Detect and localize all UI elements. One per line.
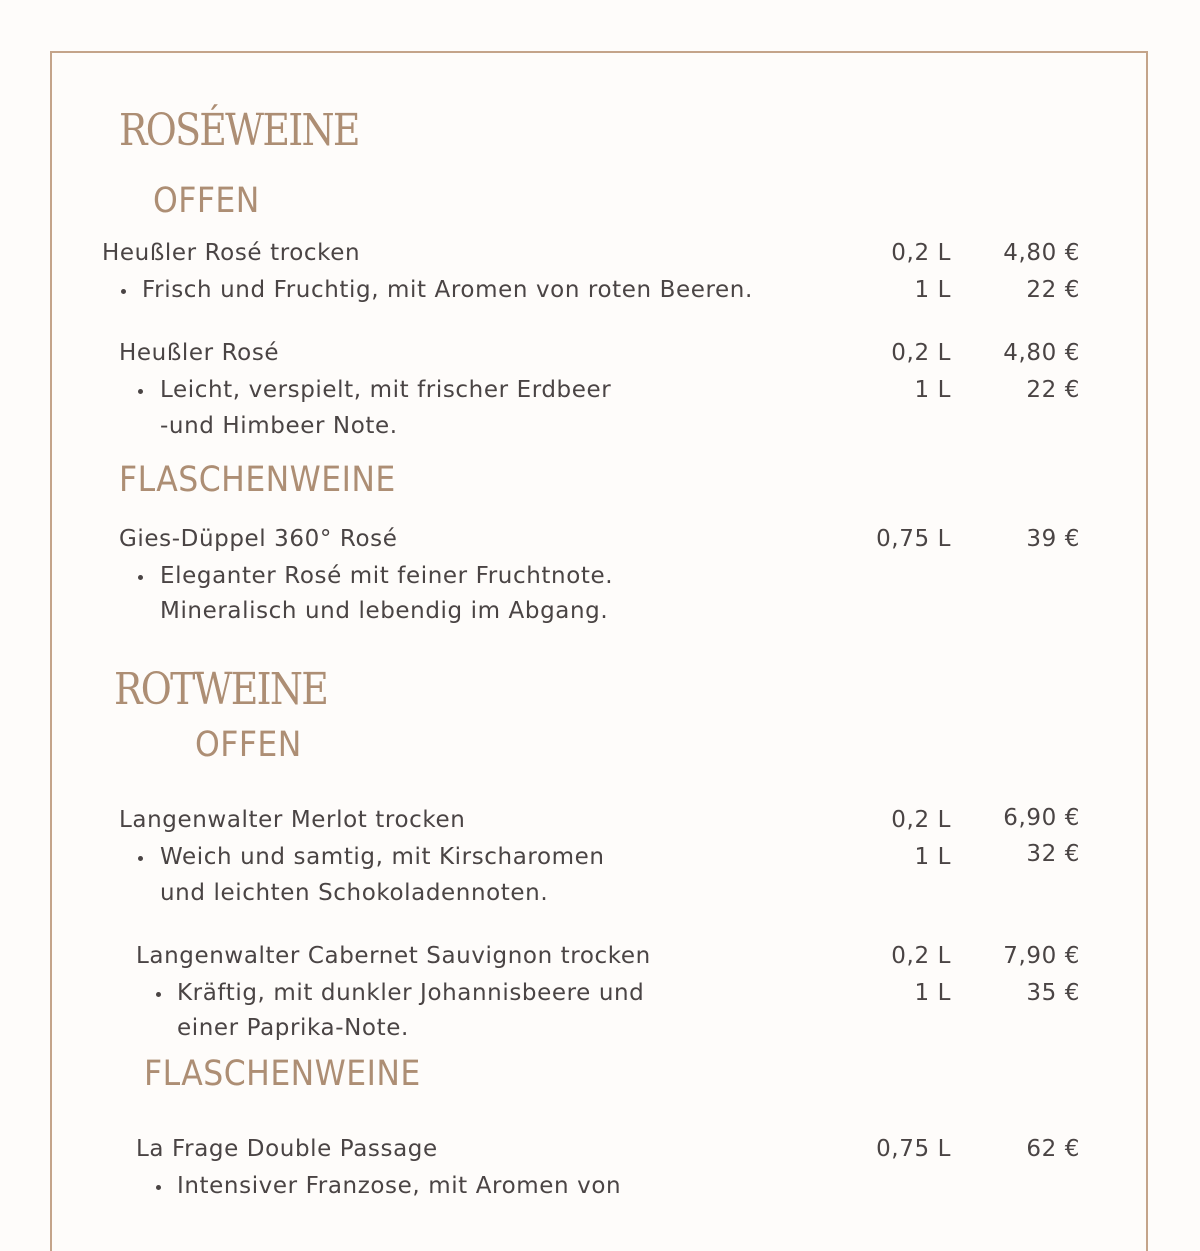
wine-name: Gies-Düppel 360° Rosé — [119, 526, 398, 552]
wine-volume: 0,75 L — [876, 526, 951, 552]
wine-price: 35 € — [1026, 980, 1080, 1006]
wine-name: Langenwalter Cabernet Sauvignon trocken — [136, 943, 651, 969]
wine-name: Langenwalter Merlot trocken — [119, 807, 466, 833]
wine-description: Weich und samtig, mit Kirscharomen — [160, 844, 605, 870]
section-title-rotweine: ROTWEINE — [114, 664, 328, 715]
wine-volume: 0,2 L — [891, 240, 951, 266]
wine-volume: 1 L — [914, 844, 951, 870]
wine-volume: 0,75 L — [876, 1136, 951, 1162]
bullet-icon — [121, 289, 126, 294]
bullet-icon — [138, 389, 143, 394]
subsection-offen: OFFEN — [153, 181, 260, 221]
wine-description: Eleganter Rosé mit feiner Fruchtnote. — [160, 563, 614, 589]
wine-description: einer Paprika-Note. — [177, 1015, 409, 1041]
wine-volume: 1 L — [914, 377, 951, 403]
wine-volume: 1 L — [914, 980, 951, 1006]
wine-description: Kräftig, mit dunkler Johannisbeere und — [177, 980, 645, 1006]
wine-price: 4,80 € — [1003, 340, 1080, 366]
wine-price: 32 € — [1026, 841, 1080, 867]
wine-price: 6,90 € — [1003, 805, 1080, 831]
wine-price: 22 € — [1026, 277, 1080, 303]
wine-price: 39 € — [1026, 526, 1080, 552]
subsection-flaschenweine: FLASCHENWEINE — [144, 1054, 421, 1094]
wine-name: Heußler Rosé trocken — [102, 240, 361, 266]
subsection-offen: OFFEN — [195, 725, 302, 765]
subsection-flaschenweine: FLASCHENWEINE — [119, 460, 396, 500]
section-title-roseweine: ROSÉWEINE — [119, 105, 359, 156]
bullet-icon — [156, 992, 161, 997]
wine-volume: 0,2 L — [891, 340, 951, 366]
wine-name: Heußler Rosé — [119, 340, 280, 366]
wine-description: Intensiver Franzose, mit Aromen von — [177, 1173, 622, 1199]
bullet-icon — [138, 575, 143, 580]
wine-price: 62 € — [1026, 1136, 1080, 1162]
wine-price: 7,90 € — [1003, 943, 1080, 969]
wine-description: Frisch und Fruchtig, mit Aromen von roten Beeren. — [142, 277, 753, 303]
bullet-icon — [138, 856, 143, 861]
wine-volume: 1 L — [914, 277, 951, 303]
wine-price: 22 € — [1026, 377, 1080, 403]
bullet-icon — [156, 1185, 161, 1190]
wine-description: Leicht, verspielt, mit frischer Erdbeer — [160, 377, 612, 403]
wine-price: 4,80 € — [1003, 240, 1080, 266]
wine-description: Mineralisch und lebendig im Abgang. — [160, 598, 609, 624]
wine-volume: 0,2 L — [891, 943, 951, 969]
wine-description: -und Himbeer Note. — [160, 413, 398, 439]
wine-volume: 0,2 L — [891, 807, 951, 833]
wine-description: und leichten Schokoladennoten. — [160, 880, 549, 906]
wine-name: La Frage Double Passage — [136, 1136, 438, 1162]
